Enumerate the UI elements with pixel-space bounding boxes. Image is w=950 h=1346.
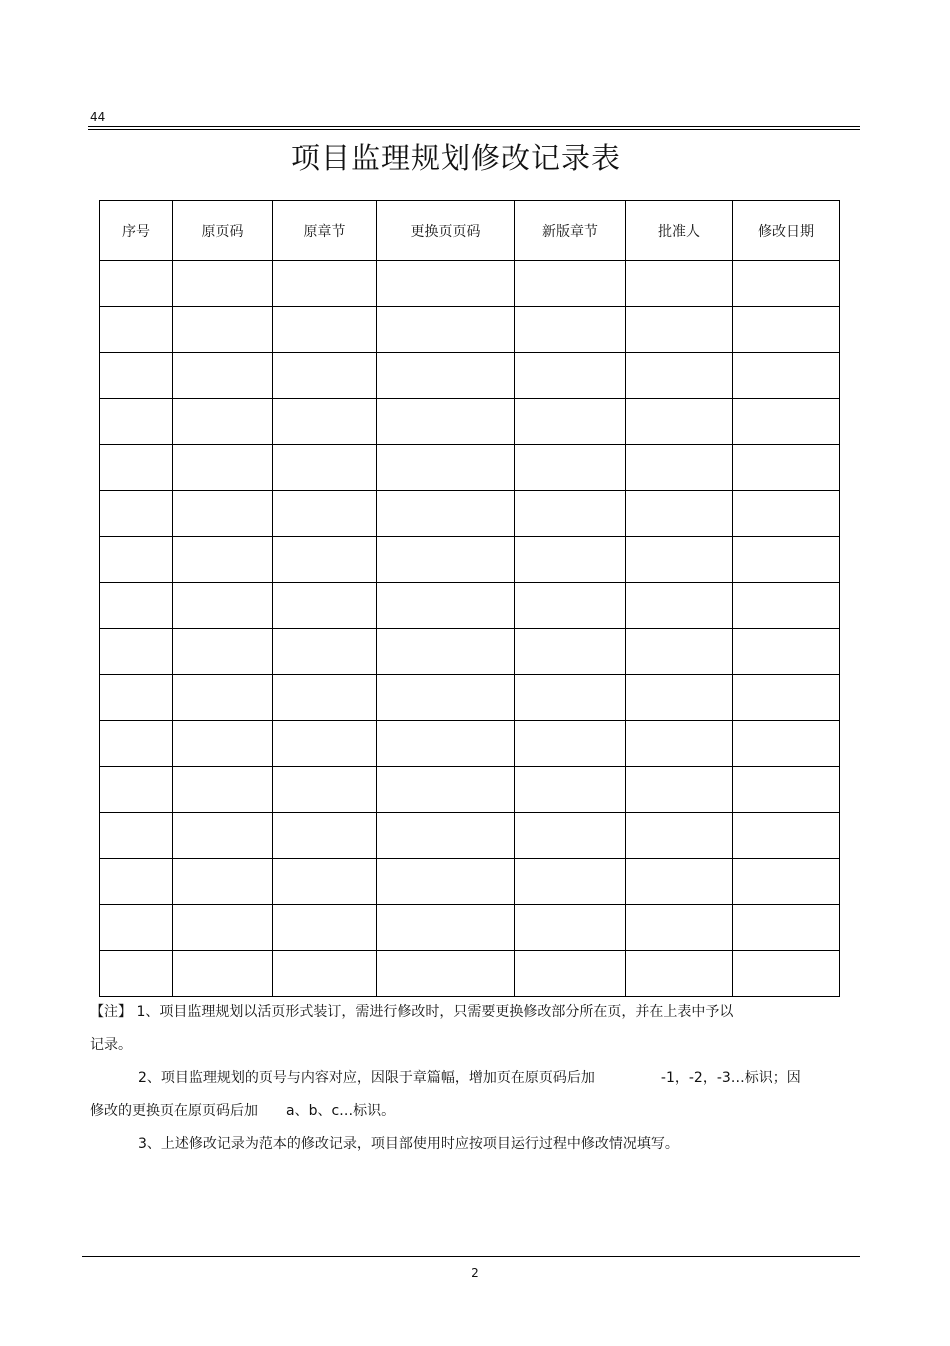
table-cell (173, 261, 273, 307)
table-cell (100, 445, 173, 491)
footer-rule (82, 1256, 860, 1257)
table-cell (100, 307, 173, 353)
table-row (100, 629, 840, 675)
table-cell (515, 537, 626, 583)
note-line-4 (90, 1095, 860, 1128)
table-cell (273, 491, 377, 537)
note-line-3a: 2、项目监理规划的页号与内容对应，因限于章篇幅，增加页在原页码后加 (138, 1070, 595, 1086)
table-cell (377, 583, 515, 629)
table-cell (626, 905, 733, 951)
table-cell (173, 399, 273, 445)
table-row (100, 491, 840, 537)
table-row (100, 721, 840, 767)
note-line-4a: 修改的更换页在原页码后加 (90, 1103, 258, 1119)
note-line-5: 3、上述修改记录为范本的修改记录，项目部使用时应按项目运行过程中修改情况填写。 (138, 1136, 679, 1152)
table-cell (100, 951, 173, 997)
column-header-seq: 序号 (100, 201, 173, 261)
table-row (100, 261, 840, 307)
table-cell (100, 859, 173, 905)
column-header-original-chapter: 原章节 (273, 201, 377, 261)
table-cell (626, 675, 733, 721)
table-cell (626, 399, 733, 445)
column-header-new-chapter: 新版章节 (515, 201, 626, 261)
note-line-3b: -1，-2，-3…标识；因 (660, 1070, 801, 1086)
revision-record-table (99, 200, 840, 997)
table-row (100, 537, 840, 583)
header-rule (88, 126, 860, 127)
table-cell (733, 491, 840, 537)
table-cell (100, 675, 173, 721)
table-cell (100, 905, 173, 951)
column-header-original-page: 原页码 (173, 201, 273, 261)
table-cell (733, 905, 840, 951)
table-cell (377, 721, 515, 767)
table-cell (626, 721, 733, 767)
table-cell (515, 583, 626, 629)
table-cell (273, 859, 377, 905)
table-cell (377, 951, 515, 997)
note-line-3 (90, 1062, 860, 1095)
table-cell (733, 399, 840, 445)
table-row (100, 951, 840, 997)
table-cell (100, 767, 173, 813)
table-cell (273, 767, 377, 813)
table-row (100, 813, 840, 859)
table-cell (626, 261, 733, 307)
table-cell (273, 307, 377, 353)
table-row (100, 445, 840, 491)
column-header-revision-date: 修改日期 (733, 201, 840, 261)
table-cell (273, 905, 377, 951)
table-row (100, 583, 840, 629)
table-cell (273, 721, 377, 767)
table-cell (515, 629, 626, 675)
table-cell (733, 445, 840, 491)
table-cell (273, 629, 377, 675)
table-cell (733, 721, 840, 767)
table-cell (626, 537, 733, 583)
table-cell (173, 951, 273, 997)
note-line-4b: a、b、c…标识。 (286, 1103, 396, 1119)
table-row (100, 353, 840, 399)
table-cell (377, 629, 515, 675)
table-cell (173, 721, 273, 767)
table-cell (377, 399, 515, 445)
table-cell (515, 445, 626, 491)
table-cell (100, 813, 173, 859)
table-cell (100, 629, 173, 675)
notes-section (90, 996, 860, 1161)
table-cell (273, 675, 377, 721)
table-cell (733, 307, 840, 353)
table-cell (377, 445, 515, 491)
table-cell (626, 813, 733, 859)
table-cell (515, 353, 626, 399)
table-cell (173, 583, 273, 629)
table-row (100, 859, 840, 905)
table-cell (173, 537, 273, 583)
table-cell (273, 537, 377, 583)
table-cell (733, 675, 840, 721)
table-cell (377, 261, 515, 307)
table-cell (515, 721, 626, 767)
table-cell (626, 629, 733, 675)
note-line-1: 【注】 1、项目监理规划以活页形式装订，需进行修改时，只需要更换修改部分所在页，并在上表中予以 (90, 1004, 734, 1020)
table-cell (733, 261, 840, 307)
table-cell (173, 675, 273, 721)
table-cell (273, 261, 377, 307)
note-line-2: 记录。 (90, 1037, 132, 1053)
table-cell (173, 353, 273, 399)
table-cell (100, 353, 173, 399)
table-cell (733, 767, 840, 813)
table-cell (377, 491, 515, 537)
table-cell (173, 445, 273, 491)
table-cell (100, 721, 173, 767)
table-cell (626, 767, 733, 813)
table-cell (100, 399, 173, 445)
table-cell (100, 537, 173, 583)
table-cell (733, 951, 840, 997)
table-cell (377, 859, 515, 905)
page-title: 项目监理规划修改记录表 (290, 141, 621, 175)
table-row (100, 399, 840, 445)
table-cell (377, 537, 515, 583)
table-cell (733, 813, 840, 859)
table-cell (173, 307, 273, 353)
table-cell (626, 859, 733, 905)
table-cell (626, 583, 733, 629)
table-cell (273, 583, 377, 629)
table-cell (733, 353, 840, 399)
table-cell (173, 859, 273, 905)
table-cell (626, 951, 733, 997)
table-cell (273, 353, 377, 399)
header-rule-double (88, 129, 860, 130)
table-cell (173, 629, 273, 675)
table-row (100, 675, 840, 721)
table-header-row (100, 201, 840, 261)
table-cell (626, 353, 733, 399)
footer-page-number: 2 (471, 1266, 479, 1280)
table-cell (515, 491, 626, 537)
table-cell (173, 767, 273, 813)
table-cell (100, 583, 173, 629)
table-cell (733, 583, 840, 629)
table-cell (273, 813, 377, 859)
table-cell (173, 491, 273, 537)
table-cell (173, 813, 273, 859)
table-cell (626, 445, 733, 491)
table-cell (100, 261, 173, 307)
table-row (100, 307, 840, 353)
table-cell (733, 629, 840, 675)
table-cell (273, 399, 377, 445)
table-cell (173, 905, 273, 951)
table-body (100, 261, 840, 997)
table-cell (733, 859, 840, 905)
table-cell (377, 675, 515, 721)
table-cell (273, 951, 377, 997)
table-cell (515, 675, 626, 721)
table-cell (515, 905, 626, 951)
table-cell (626, 307, 733, 353)
table-cell (626, 491, 733, 537)
table-cell (273, 445, 377, 491)
table-cell (515, 859, 626, 905)
table-row (100, 905, 840, 951)
table-cell (377, 813, 515, 859)
table-cell (515, 813, 626, 859)
table-cell (100, 491, 173, 537)
table-cell (515, 307, 626, 353)
table-cell (515, 767, 626, 813)
column-header-replacement-page: 更换页页码 (377, 201, 515, 261)
table-cell (377, 353, 515, 399)
table-cell (733, 537, 840, 583)
table-cell (377, 307, 515, 353)
table-cell (515, 399, 626, 445)
table-cell (377, 905, 515, 951)
header-page-number: 44 (90, 110, 106, 124)
table-row (100, 767, 840, 813)
table-cell (515, 261, 626, 307)
table-cell (515, 951, 626, 997)
table-cell (377, 767, 515, 813)
column-header-approver: 批准人 (626, 201, 733, 261)
